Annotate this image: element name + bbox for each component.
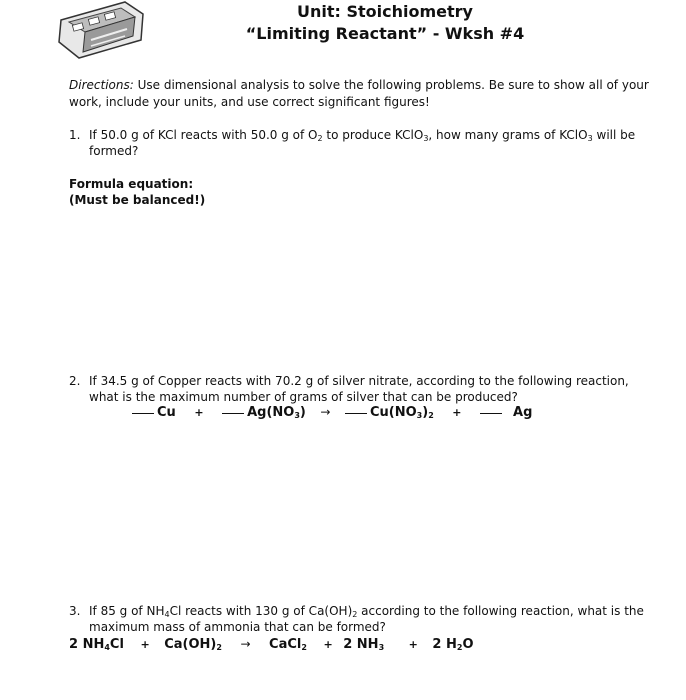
question-1-number: 1.	[69, 128, 81, 142]
question-1-text: If 50.0 g of KCl reacts with 50.0 g of $O_2$ to produce KClO$_3$, how many grams of KClO$_3$ will be formed?	[89, 128, 636, 158]
reaction-arrow: →	[320, 405, 331, 419]
question-3-equation: 2 $NH_4Cl + Ca(OH)_2$ → CaCl$_2$ + 2 $NH_3 + 2$ $H_2O$	[69, 637, 474, 652]
directions-label: Directions:	[69, 78, 134, 92]
blank-coefficient	[222, 413, 244, 414]
question-2-text: If 34.5 g of Copper reacts with 70.2 g of silver nitrate, according to the following reaction, what is the maximum number of grams of silver that can be produced?	[89, 374, 629, 404]
question-1	[69, 127, 649, 159]
page-subtitle: “Limiting Reactant” - Wksh #4	[245, 24, 525, 43]
question-2-number: 2.	[69, 374, 81, 388]
blank-coefficient	[480, 413, 502, 414]
directions	[69, 77, 649, 111]
formula-equation-note: (Must be balanced!)	[69, 193, 206, 207]
blank-coefficient	[345, 413, 367, 414]
reaction-arrow: →	[240, 637, 251, 651]
question-3-number: 3.	[69, 604, 81, 618]
question-2	[69, 373, 649, 405]
directions-text: Use dimensional analysis to solve the following problems. Be sure to show all of your work, include your units, and use correct significant figures!	[69, 78, 649, 109]
question-3	[69, 603, 649, 635]
page-title: Unit: Stoichiometry	[297, 2, 473, 21]
question-2-equation: $Cu + Ag(NO_3) \to Cu(NO_3)_2 + Ag$	[132, 405, 532, 420]
blank-coefficient	[132, 413, 154, 414]
computer-clipart-logo	[55, 0, 147, 62]
formula-equation-label: Formula equation:	[69, 177, 194, 191]
question-3-text: If 85 g of $NH_4Cl$ reacts with 130 g of $Ca(OH)_2$ according to the following reaction, what is the maximum mass of ammonia that can be formed?	[89, 604, 644, 634]
